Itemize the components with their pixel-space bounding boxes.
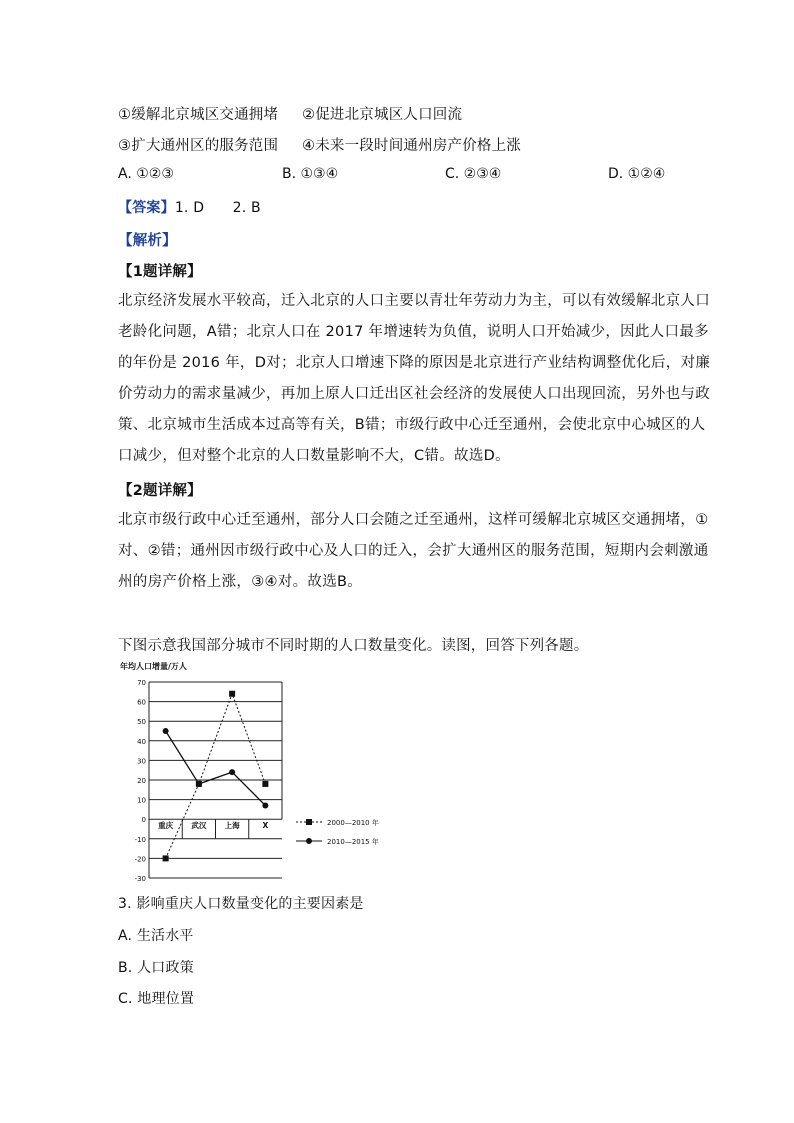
data-point-circle [229, 769, 235, 775]
analysis-label-text: 【解析】 [118, 233, 177, 249]
y-tick-label: -20 [134, 855, 146, 864]
legend-marker-square [306, 819, 312, 825]
choice-d: D. ①②④ [608, 166, 666, 182]
x-tick-label: 武汉 [191, 821, 207, 831]
statement-3: ③扩大通州区的服务范围 [118, 138, 279, 154]
y-tick-label: 40 [137, 737, 146, 746]
data-point-square [229, 691, 235, 697]
detail1-line: 的年份是 2016 年，D对；北京人口增速下降的原因是北京进行产业结构调整优化后，对廉 [118, 355, 711, 371]
answer-label: 【答案】 [118, 200, 175, 216]
detail1-line: 价劳动力的需求量减少，再加上原人口迁出区社会经济的发展使人口出现回流，另外也与政 [118, 386, 710, 402]
data-point-square [262, 781, 268, 787]
y-tick-label: -30 [134, 875, 146, 882]
statement-2: ②促进北京城区人口回流 [302, 107, 463, 123]
y-tick-label: 10 [137, 796, 146, 805]
detail1-line: 老龄化问题，A错；北京人口在 2017 年增速转为负值，说明人口开始减少，因此人口最多 [118, 324, 709, 340]
y-tick-label: 50 [137, 718, 146, 727]
legend-label: 2010—2015 年 [327, 838, 379, 846]
q3-stem: 3. 影响重庆人口数量变化的主要因素是 [118, 896, 364, 912]
y-tick-label: -10 [134, 835, 146, 844]
q3-option-a: A. 生活水平 [118, 928, 194, 944]
data-point-square [163, 855, 169, 861]
detail1-heading: 【1题详解】 [118, 264, 202, 280]
detail2-line: 州的房产价格上涨，③④对。故选B。 [118, 574, 363, 590]
legend-label: 2000—2010 年 [327, 819, 379, 827]
answer-text: 1. D 2. B [174, 200, 261, 216]
detail2-line: 对、②错；通州因市级行政中心及人口的迁入，会扩大通州区的服务范围，短期内会刺激通 [118, 543, 709, 559]
choice-a: A. ①②③ [118, 166, 174, 182]
y-tick-label: 70 [137, 679, 146, 687]
analysis-label [118, 229, 177, 250]
y-tick-label: 30 [137, 757, 146, 766]
statement-4: ④未来一段时间通州房产价格上涨 [302, 138, 521, 154]
intro-text: 下图示意我国部分城市不同时期的人口数量变化。读图，回答下列各题。 [118, 638, 589, 654]
detail1-line: 北京经济发展水平较高，迁入北京的人口主要以青壮年劳动力为主，可以有效缓解北京人口 [118, 293, 710, 309]
data-point-circle [262, 802, 268, 808]
q3-option-b: B. 人口政策 [118, 960, 194, 976]
detail1-line: 策、北京城市生活成本过高等有关，B错；市级行政中心迁至通州，会使北京中心城区的人 [118, 417, 706, 433]
legend-marker-circle [306, 838, 312, 844]
plot-area [135, 679, 282, 882]
statement-1: ①缓解北京城区交通拥堵 [118, 107, 279, 123]
detail2-body [118, 505, 709, 598]
choice-c: C. ②③④ [445, 166, 502, 182]
q3-option-c: C. 地理位置 [118, 991, 195, 1007]
data-point-circle [163, 728, 169, 734]
detail2-line: 北京市级行政中心迁至通州，部分人口会随之迁至通州，这样可缓解北京城区交通拥堵，① [118, 512, 709, 528]
x-tick-label: 重庆 [158, 821, 174, 831]
detail1-body [118, 286, 711, 472]
answer-line [118, 197, 261, 217]
x-tick-label: 上海 [224, 821, 240, 831]
y-tick-label: 0 [141, 816, 146, 825]
choice-b: B. ①③④ [282, 166, 339, 182]
population-chart [118, 660, 398, 882]
chart-legend [296, 818, 379, 846]
y-tick-label: 60 [137, 698, 146, 707]
data-point-circle [196, 781, 202, 787]
detail1-line: 口减少，但对整个北京的人口数量影响不大，C错。故选D。 [118, 448, 510, 464]
detail2-heading: 【2题详解】 [118, 483, 202, 499]
x-tick-label: X [262, 821, 269, 831]
chart-ylabel: 年均人口增量/万人 [120, 662, 187, 671]
y-tick-label: 20 [137, 777, 146, 785]
